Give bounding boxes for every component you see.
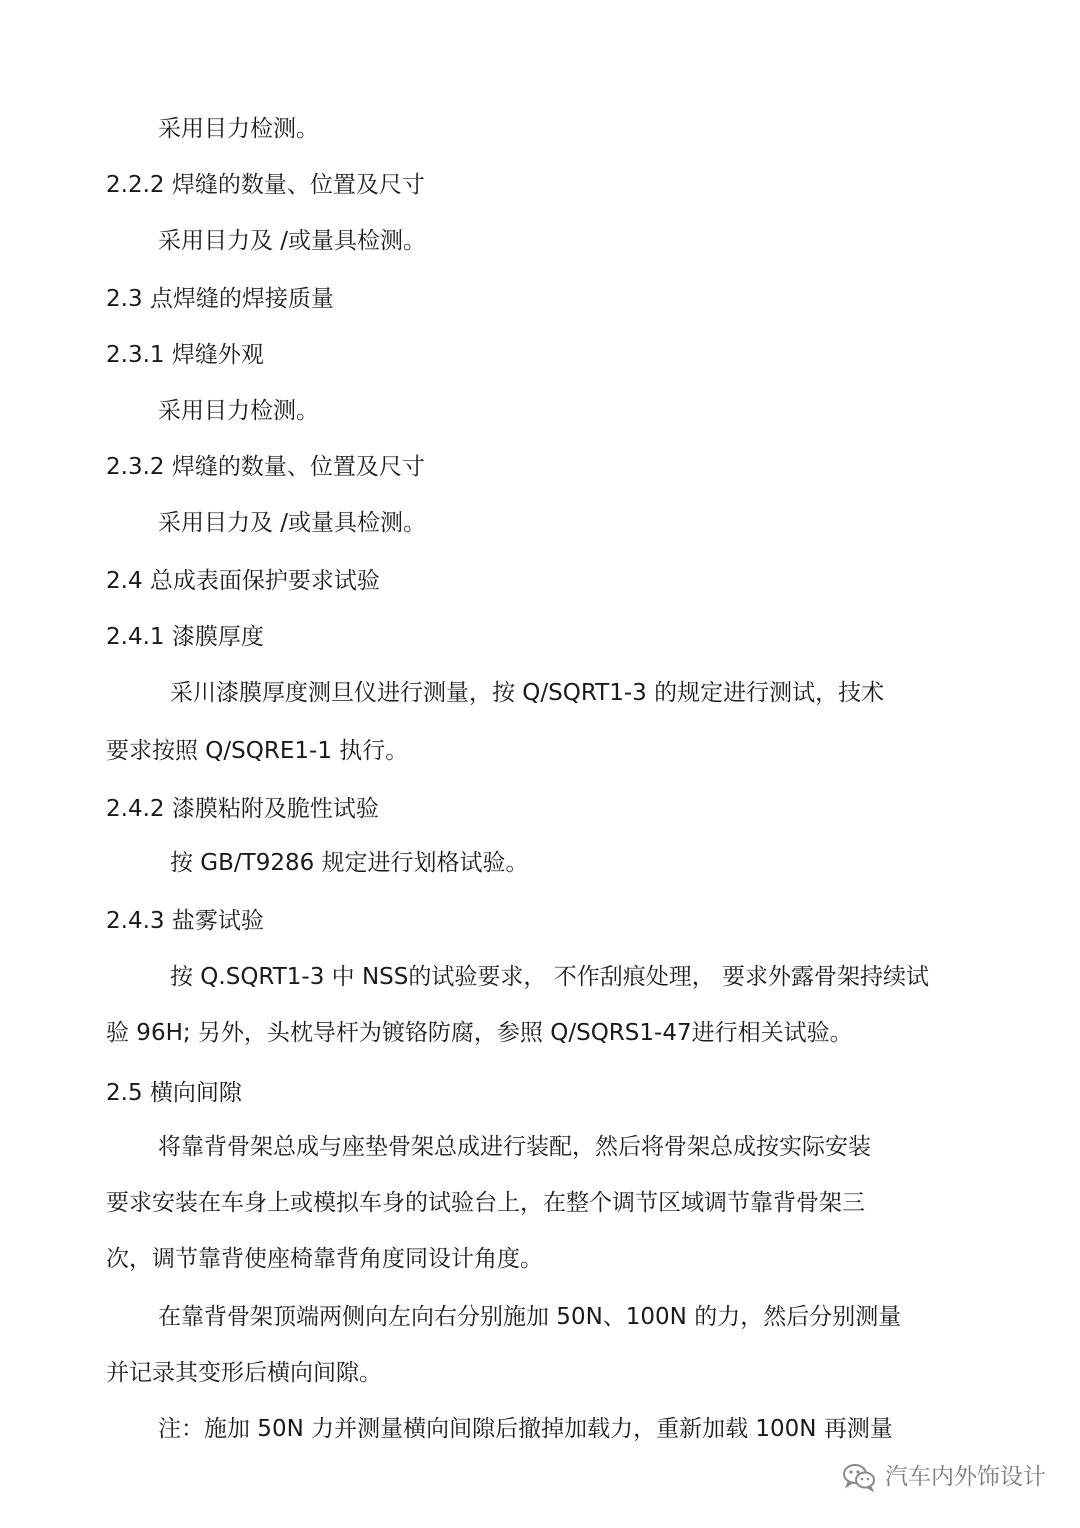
body-text-line: 采用目力检测。 (158, 398, 319, 424)
section-heading-2-4: 2.4 总成表面保护要求试验 (106, 568, 380, 594)
body-text-line: 采用目力及 /或量具检测。 (158, 510, 427, 536)
body-text-line: 要求安装在车身上或模拟车身的试验台上，在整个调节区域调节靠背骨架三 (106, 1190, 865, 1216)
body-text-line: 按 Q.SQRT1-3 中 NSS的试验要求， 不作刮痕处理， 要求外露骨架持续试 (170, 964, 929, 990)
body-text-line: 采用目力及 /或量具检测。 (158, 228, 427, 254)
section-heading-2-3-2: 2.3.2 焊缝的数量、位置及尺寸 (106, 454, 425, 480)
body-text-line: 并记录其变形后横向间隙。 (106, 1360, 382, 1386)
section-heading-2-3: 2.3 点焊缝的焊接质量 (106, 286, 334, 312)
section-heading-2-4-2: 2.4.2 漆膜粘附及脆性试验 (106, 796, 379, 822)
wechat-logo-icon (841, 1462, 877, 1492)
section-heading-2-5: 2.5 横向间隙 (106, 1080, 242, 1106)
body-text-line: 要求按照 Q/SQRE1-1 执行。 (106, 738, 409, 764)
section-heading-2-4-3: 2.4.3 盐雾试验 (106, 908, 264, 934)
watermark (841, 1462, 1046, 1492)
section-heading-2-2-2: 2.2.2 焊缝的数量、位置及尺寸 (106, 172, 425, 198)
body-text-line: 按 GB/T9286 规定进行划格试验。 (170, 850, 529, 876)
body-text-line: 将靠背骨架总成与座垫骨架总成进行装配，然后将骨架总成按实际安装 (158, 1134, 871, 1160)
section-heading-2-4-1: 2.4.1 漆膜厚度 (106, 624, 264, 650)
body-text-line: 采用目力检测。 (158, 116, 319, 142)
body-text-line: 次，调节靠背使座椅靠背角度同设计角度。 (106, 1246, 543, 1272)
section-heading-2-3-1: 2.3.1 焊缝外观 (106, 342, 264, 368)
body-text-line: 验 96H; 另外，头枕导杆为镀铬防腐，参照 Q/SQRS1-47进行相关试验。 (106, 1020, 853, 1046)
body-text-line: 注：施加 50N 力并测量横向间隙后撤掉加载力，重新加载 100N 再测量 (158, 1416, 893, 1442)
watermark-text: 汽车内外饰设计 (885, 1464, 1046, 1490)
body-text-line: 采川漆膜厚度测旦仪进行测量，按 Q/SQRT1-3 的规定进行测试，技术 (170, 680, 885, 706)
body-text-line: 在靠背骨架顶端两侧向左向右分别施加 50N、100N 的力，然后分别测量 (158, 1304, 902, 1330)
